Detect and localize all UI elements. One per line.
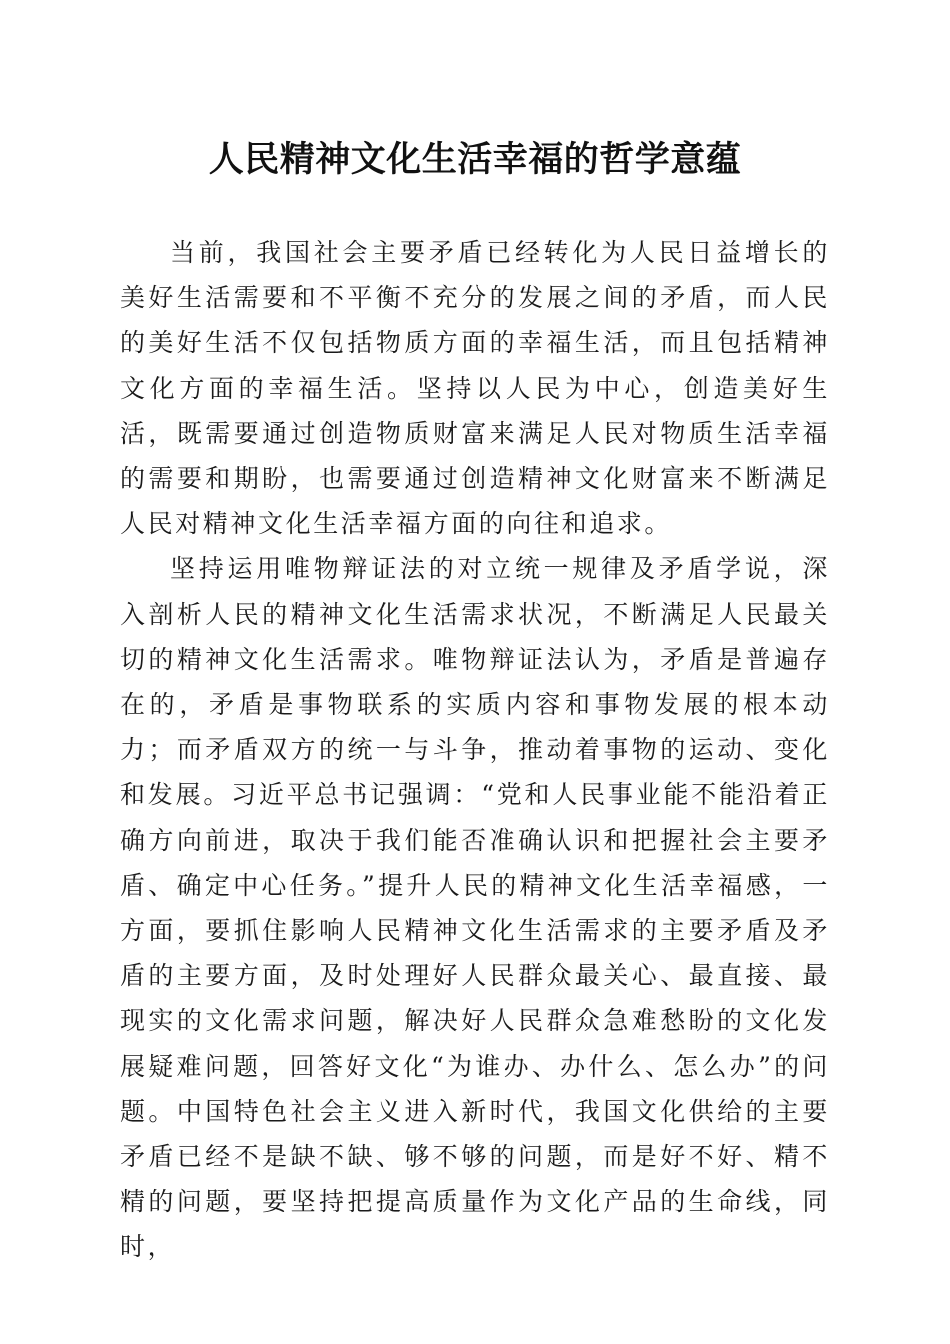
document-title: 人民精神文化生活幸福的哲学意蕴 <box>208 139 742 180</box>
paragraph-2: 坚持运用唯物辩证法的对立统一规律及矛盾学说，深入剖析人民的精神文化生活需求状况，不断满足人民最关切的精神文化生活需求。唯物辩证法认为，矛盾是普遍存在的，矛盾是事物联系的实质内容和事物发展的根本动力；而矛盾双方的统一与斗争，推动着事物的运动、变化和发展。习近平总书记强调：“党和人民事业能不能沿着正确方向前进，取决于我们能否准确认识和把握社会主要矛盾、确定中心任务。”提升人民的精神文化生活幸福感，一方面，要抓住影响人民精神文化生活需求的主要矛盾及矛盾的主要方面，及时处理好人民群众最关心、最直接、最现实的文化需求问题，解决好人民群众急难愁盼的文化发展疑难问题，回答好文化“为谁办、办什么、怎么办”的问题。中国特色社会主义进入新时代，我国文化供给的主要矛盾已经不是缺不缺、够不够的问题，而是好不好、精不精的问题，要坚持把提高质量作为文化产品的生命线，同时， <box>120 554 830 1262</box>
document-body <box>120 230 830 1270</box>
paragraph-1: 当前，我国社会主要矛盾已经转化为人民日益增长的美好生活需要和不平衡不充分的发展之间的矛盾，而人民的美好生活不仅包括物质方面的幸福生活，而且包括精神文化方面的幸福生活。坚持以人民为中心，创造美好生活，既需要通过创造物质财富来满足人民对物质生活幸福的需要和期盼，也需要通过创造精神文化财富来不断满足人民对精神文化生活幸福方面的向往和追求。 <box>120 238 830 539</box>
